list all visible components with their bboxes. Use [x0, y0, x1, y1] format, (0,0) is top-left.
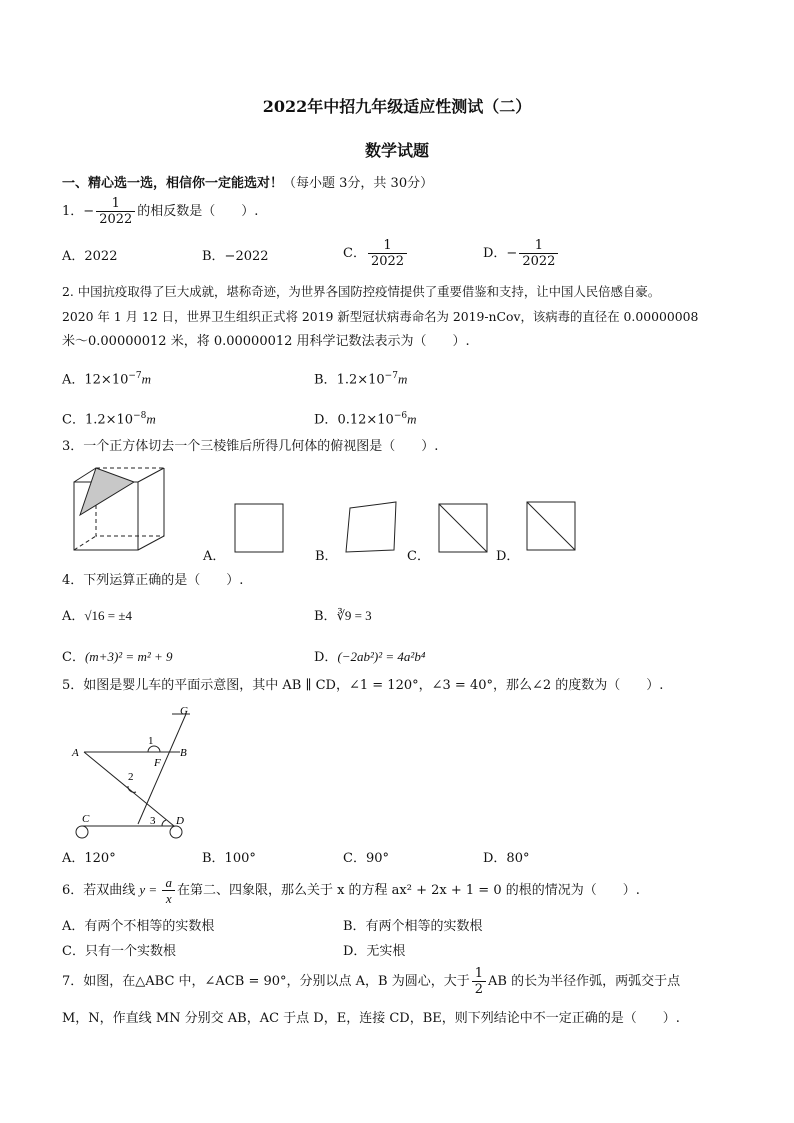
q1-fraction [96, 196, 135, 227]
q3-option-b-figure [344, 500, 400, 556]
q4-b-expr: ∛9 = 3 [336, 608, 372, 623]
q1-c-den: 2022 [370, 254, 405, 269]
fig-angle-2: 2 [128, 771, 134, 783]
fig-label-d: D [176, 815, 184, 827]
q4-c-expr: (m+3)² = m² + 9 [84, 649, 173, 664]
q2-option-b [314, 367, 407, 389]
q7-pre: 7．如图，在△ABC 中，∠ACB = 90°，分别以点 A，B 为圆心，大于 [62, 974, 470, 989]
q5-stem: 5．如图是婴儿车的平面示意图，其中 AB ∥ CD，∠1 = 120°，∠3 = 40°，那么∠2 的度数为（ ）. [62, 678, 664, 693]
q3-stem: 3．一个正方体切去一个三棱锥后所得几何体的俯视图是（ ）. [62, 439, 439, 454]
q1-number: 1． [62, 204, 84, 219]
q1-option-c [343, 238, 409, 269]
q4-d-expr: (−2ab²)² = 4a²b⁴ [337, 649, 426, 664]
q6-fraction [162, 875, 175, 906]
q2-line-2: 2020 年 1 月 12 日，世界卫生组织正式将 2019 新型冠状病毒命名为 2019-nCov，该病毒的直径在 0.00000008 [62, 309, 699, 324]
q3-option-c-label: C． [407, 549, 430, 564]
q1-c-fraction [368, 238, 407, 269]
q3-option-b-label: B． [315, 549, 338, 564]
q2-c-label: C． [62, 412, 85, 428]
q3-option-d-figure [525, 500, 579, 554]
q1-option-b: B．−2022 [202, 249, 269, 264]
q7-fraction [472, 966, 486, 997]
section-heading [62, 175, 433, 193]
q2-option-d [314, 407, 417, 429]
q2-b-label: B． [314, 372, 337, 388]
q2-c-base: 1.2×10 [84, 412, 134, 428]
q7-frac-num: 1 [472, 966, 486, 982]
q2-line-1: 2. 中国抗疫取得了巨大成就，堪称奇迹，为世界各国防控疫情提供了重要借鉴和支持，让中国人民倍感自豪。 [62, 284, 661, 299]
q4-option-b [314, 607, 372, 626]
q7-post: AB 的长为半径作弧，两弧交于点 [488, 974, 681, 989]
q2-b-unit: m [397, 371, 408, 387]
q2-a-base: 12×10 [84, 372, 129, 388]
question-1-stem [62, 196, 258, 227]
q6-frac-num: a [162, 875, 175, 891]
q2-d-unit: m [407, 411, 417, 427]
q4-option-d [314, 648, 425, 667]
q2-b-base: 1.2×10 [336, 372, 385, 388]
q2-d-label: D． [314, 412, 338, 428]
q4-option-c [62, 648, 173, 667]
q1-c-label: C． [343, 246, 366, 261]
q1-frac-den: 2022 [99, 212, 133, 227]
q6-option-b: B．有两个相等的实数根 [343, 919, 483, 934]
fig-label-a: A [72, 747, 79, 759]
section-heading-text: 一、精心选一选，相信你一定能选对！ [62, 176, 284, 191]
q7-line-1 [62, 966, 680, 997]
q2-a-label: A． [62, 372, 85, 388]
q2-c-exp: −8 [133, 411, 147, 421]
q6-post: 在第二、四象限，那么关于 x 的方程 ax² + 2x + 1 = 0 的根的情况为（ ）. [176, 883, 640, 898]
q4-c-label: C． [62, 650, 85, 665]
q2-b-exp: −7 [384, 371, 398, 381]
q3-option-a-figure [234, 502, 286, 554]
q2-option-c [62, 407, 156, 429]
q1-option-d [483, 238, 560, 269]
q6-option-d: D．无实根 [343, 944, 406, 959]
subject-title: 数学试题 [364, 141, 429, 160]
q6-option-c: C．只有一个实数根 [62, 944, 176, 959]
q6-pre: 6．若双曲线 [62, 883, 140, 898]
fig-label-g: G [180, 705, 188, 717]
q1-sign: − [83, 204, 95, 219]
q1-option-a: A．2022 [62, 249, 118, 264]
fig-angle-1: 1 [148, 735, 154, 747]
q3-option-c-figure [435, 500, 491, 556]
q1-d-fraction [519, 238, 558, 269]
q7-frac-den: 2 [474, 982, 483, 997]
q3-option-d-label: D． [496, 549, 520, 564]
q5-option-d: D．80° [483, 851, 530, 866]
stroller-figure [68, 700, 198, 842]
q6-option-a: A．有两个不相等的实数根 [62, 919, 215, 934]
q5-option-c: C．90° [343, 851, 389, 866]
q2-d-base: 0.12×10 [337, 412, 394, 428]
q4-a-expr: √16 = ±4 [84, 608, 132, 623]
q4-stem: 4．下列运算正确的是（ ）. [62, 573, 244, 588]
section-score-note: （每小题 3分，共 30分） [283, 176, 434, 191]
q1-d-den: 2022 [522, 254, 556, 269]
fig-label-f: F [154, 757, 161, 769]
q6-stem [62, 875, 640, 906]
q1-c-num: 1 [368, 238, 407, 254]
q2-line-3: 米～0.00000012 米，将 0.00000012 用科学记数法表示为（ ）. [62, 334, 470, 349]
cube-cut-figure [66, 460, 170, 552]
q1-d-label: D．− [483, 246, 518, 261]
q6-y: y = [139, 882, 161, 897]
fig-label-b: B [180, 747, 187, 759]
q2-option-a [62, 367, 151, 389]
fig-angle-3: 3 [150, 815, 156, 827]
exam-title: 2022年中招九年级适应性测试（二） [262, 97, 532, 116]
q4-b-label: B． [314, 609, 337, 624]
q1-frac-num: 1 [96, 196, 135, 212]
q2-a-exp: −7 [128, 371, 142, 381]
fig-label-c: C [82, 813, 90, 825]
q4-d-label: D． [314, 650, 338, 665]
q5-option-b: B．100° [202, 851, 256, 866]
q1-d-num: 1 [519, 238, 558, 254]
q2-a-unit: m [141, 371, 152, 387]
q7-line-2: M，N，作直线 MN 分别交 AB，AC 于点 D，E，连接 CD，BE，则下列结论中不一定正确的是（ ）. [62, 1011, 680, 1026]
q2-c-unit: m [146, 411, 156, 427]
q5-option-a: A．120° [62, 851, 116, 866]
q6-frac-den: x [165, 891, 172, 906]
q3-option-a-label: A． [203, 549, 226, 564]
q1-text: 的相反数是（ ）. [137, 204, 259, 219]
q2-d-exp: −6 [393, 411, 408, 421]
q4-option-a [62, 607, 132, 626]
q4-a-label: A． [62, 609, 85, 624]
